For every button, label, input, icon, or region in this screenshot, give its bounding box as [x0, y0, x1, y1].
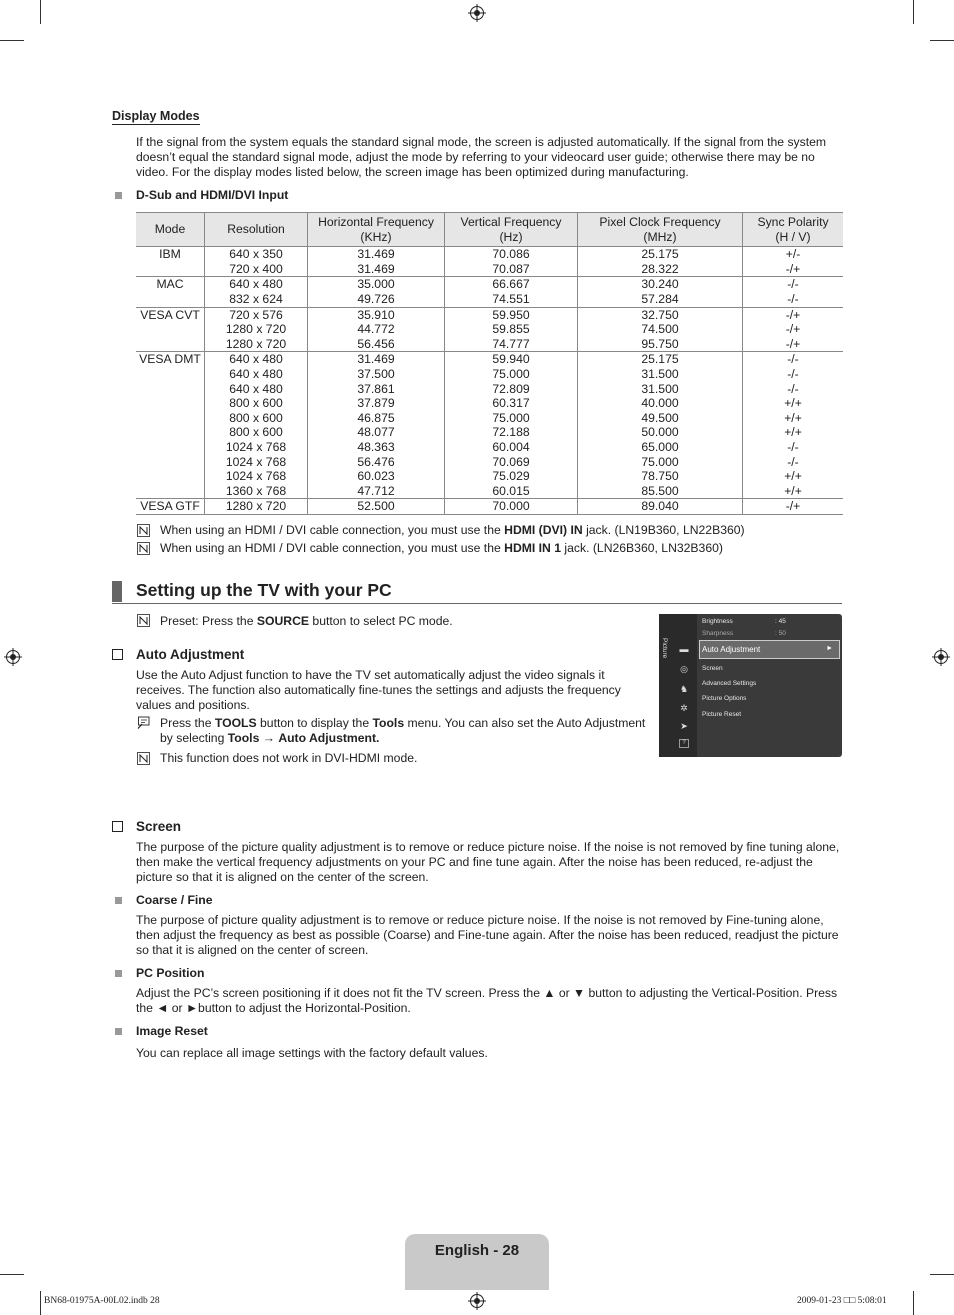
cell-value: 74.777 — [492, 336, 530, 351]
hdmi-note-1: When using an HDMI / DVI cable connection, you must use the HDMI (DVI) IN jack. (LN19B360, LN22B360) — [160, 523, 745, 537]
setup-title: Setting up the TV with your PC — [136, 580, 392, 600]
cell-value: 37.861 — [357, 381, 395, 396]
registration-mark-icon — [468, 4, 486, 22]
text-line: The purpose of the picture quality adjustment is to remove or reduce picture noise. If the noise is not removed by fine tuning alone, — [136, 840, 840, 854]
value-cell — [578, 247, 743, 277]
cell-value: 47.712 — [357, 483, 395, 498]
cell-value: 50.000 — [641, 425, 679, 440]
cell-value: +/+ — [784, 396, 802, 411]
cell-value: 1280 x 720 — [225, 336, 287, 351]
pcpos-title: PC Position — [136, 966, 205, 980]
coarse-text — [136, 913, 846, 959]
square-bullet-icon — [115, 192, 122, 199]
cell-value: 31.469 — [357, 247, 395, 262]
cell-value: 74.551 — [492, 291, 530, 306]
cell-value: -/- — [787, 381, 799, 396]
cell-value: -/+ — [785, 336, 801, 351]
cell-value: 25.175 — [641, 247, 679, 262]
input-title: D-Sub and HDMI/DVI Input — [136, 188, 289, 202]
value-cell — [743, 307, 844, 352]
display-modes-title: Display Modes — [112, 109, 200, 123]
cell-value: 640 x 480 — [229, 366, 283, 381]
square-bullet-icon — [115, 897, 122, 904]
text-line: The purpose of picture quality adjustment is to remove or reduce picture noise. If the noise is not removed by Fine-tuning alone, — [136, 913, 824, 927]
value-cell — [308, 307, 445, 352]
value-cell — [578, 499, 743, 515]
value-cell — [578, 277, 743, 307]
arrow-right-icon: ► — [826, 645, 833, 652]
cell-value: 70.086 — [492, 247, 530, 262]
col-pclock: Pixel Clock Frequency (MHz) — [578, 213, 743, 247]
sound-icon: ◎ — [680, 664, 688, 674]
cell-value: 37.879 — [357, 396, 395, 411]
cell-value: 1280 x 720 — [225, 322, 287, 337]
cell-value: 70.087 — [492, 261, 530, 276]
col-resolution: Resolution — [205, 213, 308, 247]
cell-value: 60.004 — [492, 439, 530, 454]
selected-label: Auto Adjustment — [702, 645, 761, 654]
slug-filename: BN68-01975A-00L02.indb 28 — [44, 1296, 160, 1306]
col-hfreq: Horizontal Frequency (KHz) — [308, 213, 445, 247]
value-cell — [578, 352, 743, 499]
table-row — [136, 247, 843, 277]
auto-adjustment-text — [136, 668, 651, 714]
table-row — [136, 307, 843, 352]
text-line: values and positions. — [136, 698, 250, 713]
cell-value: 1360 x 768 — [225, 483, 287, 498]
col-vfreq: Vertical Frequency (Hz) — [445, 213, 578, 247]
cell-value: -/+ — [785, 307, 801, 322]
cell-value: 46.875 — [357, 410, 395, 425]
mode-cell: MAC — [136, 277, 205, 307]
cell-value: 95.750 — [641, 336, 679, 351]
dvi-note: This function does not work in DVI-HDMI mode. — [160, 751, 418, 765]
text-line: the ◄ or ►button to adjust the Horizontal-Position. — [136, 1001, 411, 1016]
cell-value: 59.855 — [492, 322, 530, 337]
cell-value: 640 x 480 — [229, 277, 283, 292]
auto-adjustment-title: Auto Adjustment — [136, 647, 245, 662]
cell-value: 56.456 — [357, 336, 395, 351]
cell-value: -/+ — [785, 261, 801, 276]
value-cell — [445, 499, 578, 515]
cell-value: 1024 x 768 — [225, 439, 287, 454]
mode-cell: VESA CVT — [136, 307, 205, 352]
menu-brightness: Brightness : 45 — [702, 618, 786, 625]
cell-value: 640 x 480 — [229, 352, 283, 367]
cell-value: 800 x 600 — [229, 396, 283, 411]
menu-side-label: Picture — [661, 638, 668, 659]
cell-value: 59.950 — [492, 307, 530, 322]
table-row — [136, 499, 843, 515]
cell-value: 75.000 — [641, 454, 679, 469]
menu-item-screen[interactable]: Screen — [702, 665, 723, 672]
cell-value: 89.040 — [641, 499, 679, 514]
cell-value: +/- — [785, 247, 801, 262]
text-line: Use the Auto Adjust function to have the TV set automatically adjust the video signals it — [136, 668, 605, 682]
cell-value: 48.077 — [357, 425, 395, 440]
menu-sidebar — [659, 614, 697, 757]
input-icon: ➤ — [680, 721, 688, 731]
cell-value: 35.910 — [357, 307, 395, 322]
cell-value: 85.500 — [641, 483, 679, 498]
cell-value: 800 x 600 — [229, 410, 283, 425]
value-cell — [578, 307, 743, 352]
text-line: so that it is aligned on the center of screen. — [136, 943, 369, 958]
cell-value: 60.317 — [492, 396, 530, 411]
slug-timestamp: 2009-01-23 □□ 5:08:01 — [797, 1296, 887, 1306]
section-marker — [112, 581, 122, 602]
cell-value: 74.500 — [641, 322, 679, 337]
registration-mark-icon — [932, 648, 950, 666]
cell-value: 56.476 — [357, 454, 395, 469]
cell-value: 60.015 — [492, 483, 530, 498]
menu-item-options[interactable]: Picture Options — [702, 695, 747, 702]
cell-value: +/+ — [784, 469, 802, 484]
value-cell — [445, 247, 578, 277]
text-line: then make the vertical frequency adjustments on your PC and fine tune again. After the noise has been reduced, re-adjust the — [136, 855, 813, 870]
mode-cell: VESA GTF — [136, 499, 205, 515]
crop-mark — [0, 1274, 24, 1275]
intro-line: video. For the display modes listed below, the screen image has been optimized during manufacturing. — [136, 165, 689, 180]
cell-value: 31.500 — [641, 381, 679, 396]
value-cell — [308, 277, 445, 307]
page-number: English - 28 — [434, 1242, 520, 1259]
crop-mark — [0, 40, 24, 41]
cell-value: 31.469 — [357, 261, 395, 276]
value-cell — [445, 307, 578, 352]
cell-value: -/- — [787, 291, 799, 306]
intro-line: doesn’t equal the standard signal mode, adjust the mode by referring to your videocard user guide; otherwise there may be no — [136, 150, 815, 165]
value-cell — [308, 499, 445, 515]
table-header-row — [136, 213, 843, 247]
value-cell — [308, 352, 445, 499]
cell-value: 800 x 600 — [229, 425, 283, 440]
cell-value: -/- — [787, 454, 799, 469]
cell-value: 40.000 — [641, 396, 679, 411]
cell-value: +/+ — [784, 410, 802, 425]
registration-mark-icon — [4, 648, 22, 666]
table-row — [136, 352, 843, 499]
display-modes-table — [136, 212, 843, 515]
display-modes-intro — [136, 135, 846, 181]
pcpos-text — [136, 986, 846, 1016]
value-cell — [205, 499, 308, 515]
crop-mark — [913, 0, 914, 24]
crop-mark — [930, 1274, 954, 1275]
channel-icon: ♞ — [679, 684, 689, 694]
cell-value: 31.469 — [357, 352, 395, 367]
cell-value: 59.940 — [492, 352, 530, 367]
value-cell — [205, 277, 308, 307]
menu-item-advanced[interactable]: Advanced Settings — [702, 680, 757, 687]
table-row — [136, 277, 843, 307]
preset-note: Preset: Press the SOURCE button to select PC mode. — [160, 614, 453, 628]
setup-icon: ✲ — [680, 703, 688, 713]
cell-value: 1024 x 768 — [225, 454, 287, 469]
cell-value: 72.809 — [492, 381, 530, 396]
cell-value: 78.750 — [641, 469, 679, 484]
cell-value: 30.240 — [641, 277, 679, 292]
cell-value: 66.667 — [492, 277, 530, 292]
screen-text — [136, 840, 846, 886]
cell-value: 49.500 — [641, 410, 679, 425]
col-sync: Sync Polarity (H / V) — [743, 213, 844, 247]
hdmi-note-2: When using an HDMI / DVI cable connection, you must use the HDMI IN 1 jack. (LN26B360, LN32B360) — [160, 541, 723, 555]
value-cell — [743, 499, 844, 515]
square-bullet-icon — [115, 1028, 122, 1035]
cell-value: +/+ — [784, 483, 802, 498]
menu-sharpness: Sharpness : 50 — [702, 630, 786, 637]
picture-icon: ▬ — [679, 644, 689, 654]
cell-value: 57.284 — [641, 291, 679, 306]
cell-value: 1024 x 768 — [225, 469, 287, 484]
cell-value: 640 x 350 — [229, 247, 283, 262]
cell-value: 48.363 — [357, 439, 395, 454]
cell-value: 37.500 — [357, 366, 395, 381]
cell-value: +/+ — [784, 425, 802, 440]
cell-value: 25.175 — [641, 352, 679, 367]
square-bullet-icon — [115, 970, 122, 977]
screen-title: Screen — [136, 819, 182, 834]
note-icon — [137, 524, 150, 537]
value-cell — [308, 247, 445, 277]
cell-value: 65.000 — [641, 439, 679, 454]
value-cell — [445, 277, 578, 307]
cell-value: 60.023 — [357, 469, 395, 484]
col-mode: Mode — [136, 213, 205, 247]
note-icon — [137, 752, 150, 765]
cell-value: 32.750 — [641, 307, 679, 322]
mode-cell: IBM — [136, 247, 205, 277]
text-line: then adjust the frequency as best as possible (Coarse) and Fine-tune again. After the noise has been reduced, readjust the picture — [136, 928, 839, 943]
tools-icon — [137, 716, 150, 729]
cell-value: -/- — [787, 277, 799, 292]
cell-value: 49.726 — [357, 291, 395, 306]
value-cell — [205, 247, 308, 277]
cell-value: 75.000 — [492, 366, 530, 381]
reset-text: You can replace all image settings with the factory default values. — [136, 1046, 488, 1060]
crop-mark — [930, 40, 954, 41]
value-cell — [743, 247, 844, 277]
checkbox-icon — [112, 649, 123, 660]
registration-mark-icon — [468, 1292, 486, 1310]
value-cell — [205, 352, 308, 499]
cell-value: 31.500 — [641, 366, 679, 381]
cell-value: 72.188 — [492, 425, 530, 440]
picture-menu-screenshot — [659, 614, 842, 757]
intro-line: If the signal from the system equals the standard signal mode, the screen is adjusted automatically. If the signal from the system — [136, 135, 827, 149]
menu-selected-item[interactable] — [699, 640, 840, 659]
section-divider — [112, 603, 842, 604]
cell-value: -/- — [787, 352, 799, 367]
cell-value: 70.069 — [492, 454, 530, 469]
cell-value: 70.000 — [492, 499, 530, 514]
cell-value: -/- — [787, 439, 799, 454]
cell-value: 1280 x 720 — [225, 499, 287, 514]
cell-value: 28.322 — [641, 261, 679, 276]
help-icon: ? — [679, 739, 689, 748]
reset-title: Image Reset — [136, 1024, 208, 1038]
cell-value: 720 x 400 — [229, 261, 283, 276]
value-cell — [445, 352, 578, 499]
menu-item-reset[interactable]: Picture Reset — [702, 711, 742, 718]
cell-value: 75.000 — [492, 410, 530, 425]
note-icon — [137, 542, 150, 555]
mode-cell: VESA DMT — [136, 352, 205, 499]
text-line: receives. The function also automatically fine-tunes the settings and adjusts the frequency — [136, 683, 621, 698]
coarse-title: Coarse / Fine — [136, 893, 213, 907]
cell-value: 75.029 — [492, 469, 530, 484]
checkbox-icon — [112, 821, 123, 832]
cell-value: 44.772 — [357, 322, 395, 337]
cell-value: 832 x 624 — [229, 291, 283, 306]
crop-mark — [40, 0, 41, 24]
cell-value: 640 x 480 — [229, 381, 283, 396]
cell-value: 52.500 — [357, 499, 395, 514]
cell-value: 720 x 576 — [229, 307, 283, 322]
tools-note: Press the TOOLS button to display the Tools menu. You can also set the Auto Adjustment by selecting Tools → Auto Adjustment. — [160, 716, 646, 746]
crop-mark — [913, 1291, 914, 1315]
value-cell — [205, 307, 308, 352]
text-line: picture so that it is aligned on the center of the screen. — [136, 870, 429, 885]
text-line: Adjust the PC’s screen positioning if it does not fit the TV screen. Press the ▲ or ▼ button to adjusting the Vertical-Position. Press — [136, 986, 838, 1000]
crop-mark — [40, 1291, 41, 1315]
value-cell — [743, 352, 844, 499]
cell-value: -/- — [787, 366, 799, 381]
value-cell — [743, 277, 844, 307]
note-icon — [137, 614, 150, 627]
cell-value: -/+ — [785, 322, 801, 337]
cell-value: 35.000 — [357, 277, 395, 292]
cell-value: -/+ — [785, 499, 801, 514]
